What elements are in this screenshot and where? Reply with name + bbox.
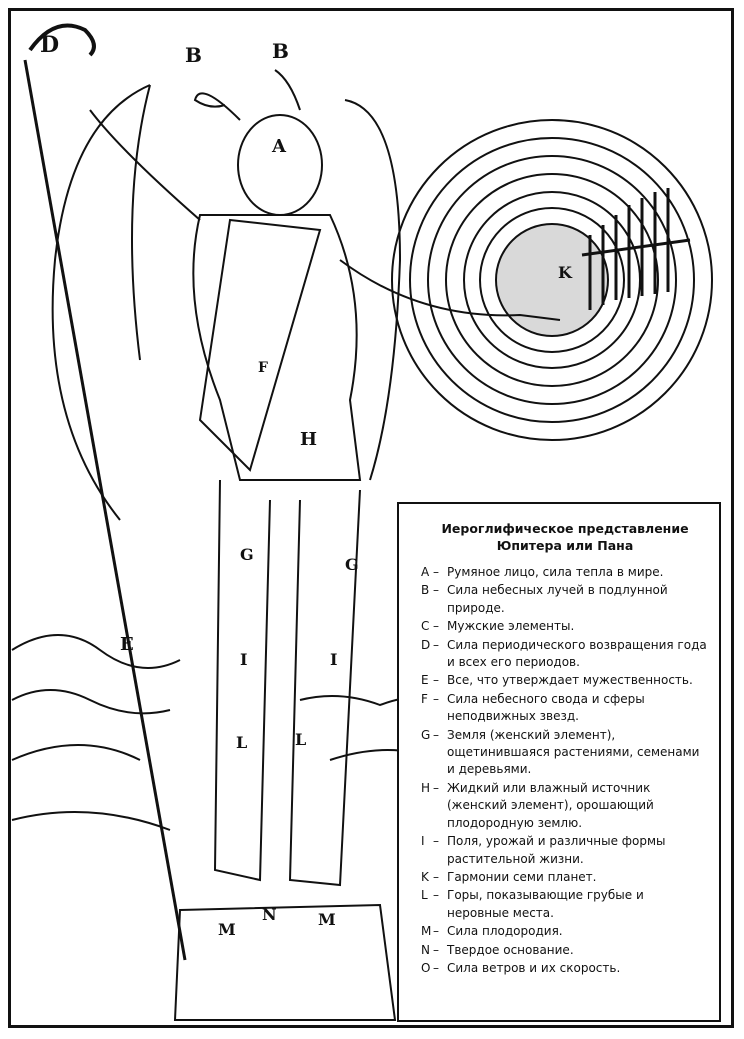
legend-item-key: N [421, 942, 430, 957]
legend-item-text: Сила плодородия. [447, 924, 563, 939]
legend-item-text: Сила небесных лучей в подлунной природе. [447, 583, 668, 615]
legend-item-dash: – [433, 888, 439, 903]
label-k: K [558, 263, 572, 282]
legend-item-i [421, 833, 709, 868]
legend-box [397, 502, 721, 1022]
label-i-right: I [330, 650, 338, 669]
stone-base [175, 905, 395, 1020]
legend-item-o [421, 960, 709, 977]
legend-item-e [421, 672, 709, 689]
legend-item-dash: – [433, 691, 439, 706]
legend-item-key: G [421, 727, 431, 742]
legend-item-key: F [421, 691, 428, 706]
legend-item-dash: – [433, 942, 439, 957]
legend-item-dash: – [433, 924, 439, 939]
legend-item-h [421, 780, 709, 832]
legend-item-text: Горы, показывающие грубые и неровные места. [447, 888, 644, 920]
legend-item-dash: – [433, 637, 439, 652]
legend-item-key: E [421, 673, 429, 688]
label-m-right: M [318, 910, 336, 929]
legend-item-dash: – [433, 619, 439, 634]
legend-item-dash: – [433, 869, 439, 884]
label-d: D [40, 32, 60, 58]
label-n: N [262, 905, 277, 924]
legend-item-m [421, 923, 709, 940]
legend-item-key: O [421, 960, 431, 975]
legend-item-g [421, 727, 709, 779]
label-l-left: L [236, 733, 248, 752]
legend-item-dash: – [433, 727, 439, 742]
legend-item-text: Все, что утверждает мужественность. [447, 673, 693, 688]
legend-item-key: H [421, 780, 431, 795]
torso [193, 215, 360, 480]
legend-item-key: B [421, 583, 430, 598]
legend-item-dash: – [433, 834, 439, 849]
legend-item-text: Румяное лицо, сила тепла в мире. [447, 565, 664, 579]
left-leg [215, 480, 270, 880]
legend-item-key: C [421, 619, 430, 634]
label-b-left: B [185, 43, 202, 67]
staff [25, 60, 185, 960]
label-i-left: I [240, 650, 248, 669]
legend-item-dash: – [433, 673, 439, 688]
legend-item-text: Земля (женский элемент), ощетинившаяся растениями, семенами и деревьями. [447, 727, 700, 777]
legend-item-text: Сила ветров и их скорость. [447, 960, 621, 975]
legend-item-n [421, 942, 709, 959]
legend-item-dash: – [433, 583, 439, 598]
label-m-left: M [218, 920, 236, 939]
legend-item-dash: – [433, 780, 439, 795]
legend-title [421, 520, 709, 554]
legend-item-d [421, 637, 709, 672]
legend-item-key: D [421, 637, 431, 652]
planetary-spheres [392, 120, 712, 440]
label-g-left: G [240, 545, 254, 564]
legend-item-dash: – [433, 565, 439, 579]
label-l-right: L [295, 730, 307, 749]
label-h: H [300, 429, 318, 450]
legend-item-text: Поля, урожай и различные формы растительной жизни. [447, 834, 666, 866]
legend-item-dash: – [433, 960, 439, 975]
legend-item-a [421, 564, 709, 581]
label-a: A [272, 136, 286, 157]
left-horn [195, 93, 240, 120]
legend-item-k [421, 869, 709, 886]
label-g-right: G [345, 555, 359, 574]
legend-item-text: Сила небесного свода и сферы неподвижных звезд. [447, 691, 645, 724]
legend-item-key: A [421, 565, 430, 579]
legend-item-key: M [421, 924, 432, 939]
legend-item-b [421, 582, 709, 617]
legend-item-key: K [421, 869, 429, 884]
legend-item-key: L [421, 888, 428, 903]
legend-item-f [421, 691, 709, 726]
right-horn [275, 70, 300, 110]
legend-item-l [421, 887, 709, 922]
legend-item-text: Сила периодического возвращения года и всех его периодов. [447, 637, 707, 670]
right-leg [290, 490, 360, 885]
legend-title-line1: Иероглифическое представление [441, 521, 689, 536]
label-b-right: B [272, 39, 289, 63]
legend-list [421, 564, 709, 977]
left-hills [12, 635, 180, 668]
legend-item-key: I [421, 834, 425, 849]
legend-item-c [421, 618, 709, 635]
legend-item-text: Мужские элементы. [447, 619, 575, 634]
legend-item-text: Гармонии семи планет. [447, 869, 597, 884]
label-f: F [258, 360, 268, 376]
legend-title-line2: Юпитера или Пана [496, 538, 634, 553]
left-arm [90, 110, 200, 220]
legend-item-text: Твердое основание. [447, 942, 574, 957]
label-e: E [120, 634, 134, 655]
legend-item-text: Жидкий или влажный источник (женский элемент), орошающий плодородную землю. [447, 780, 654, 830]
head [238, 115, 322, 215]
